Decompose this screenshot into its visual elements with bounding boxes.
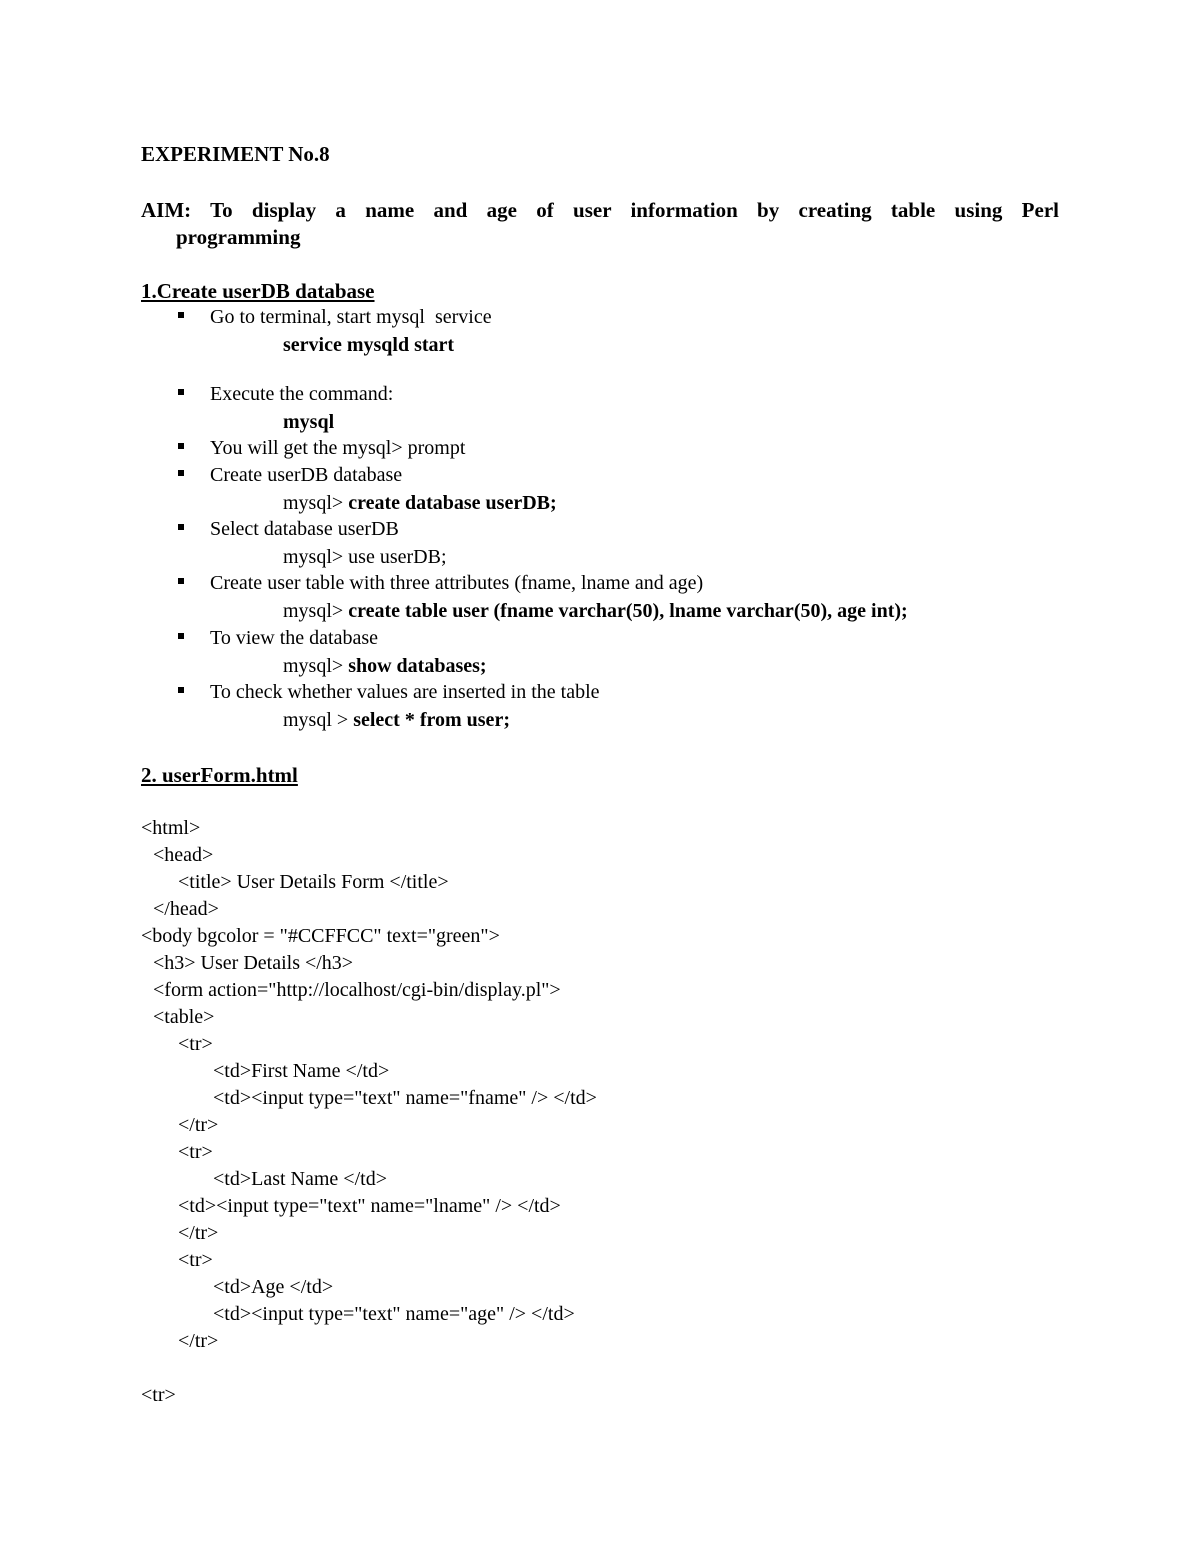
command-bold: create table user (fname varchar(50), lname varchar(50), age int); bbox=[348, 600, 908, 622]
command-line bbox=[283, 546, 447, 569]
command-prefix: mysql> bbox=[283, 655, 349, 677]
code-line: </head> bbox=[153, 898, 219, 920]
bullet-icon bbox=[178, 443, 184, 449]
code-line: <body bgcolor = "#CCFFCC" text="green"> bbox=[141, 925, 500, 947]
list-item-text: Create user table with three attributes (fname, lname and age) bbox=[210, 572, 704, 594]
code-line: <td>First Name </td> bbox=[213, 1060, 390, 1082]
code-line: <tr> bbox=[178, 1033, 213, 1055]
list-item-text: Create userDB database bbox=[210, 464, 403, 486]
code-line: <title> User Details Form </title> bbox=[178, 871, 449, 893]
section-title-userform: 2. userForm.html bbox=[141, 763, 298, 787]
command-prefix: mysql > bbox=[283, 709, 354, 731]
bullet-icon bbox=[178, 633, 184, 639]
command-bold: create database userDB; bbox=[348, 492, 557, 514]
section-title-create-db: 1.Create userDB database bbox=[141, 279, 375, 303]
code-line: <tr> bbox=[178, 1249, 213, 1271]
command-line bbox=[283, 492, 557, 515]
command-line bbox=[283, 655, 487, 678]
aim-line-2: programming bbox=[176, 225, 301, 249]
page-title: EXPERIMENT No.8 bbox=[141, 142, 330, 166]
bullet-icon bbox=[178, 578, 184, 584]
list-item bbox=[178, 681, 600, 704]
code-line: <tr> bbox=[141, 1384, 176, 1406]
code-line: </tr> bbox=[178, 1114, 219, 1136]
code-line: <head> bbox=[153, 844, 214, 866]
code-line: <h3> User Details </h3> bbox=[153, 952, 354, 974]
command-bold: service mysqld start bbox=[283, 334, 455, 356]
command-bold: mysql bbox=[283, 411, 335, 433]
list-item-text: Go to terminal, start mysql service bbox=[210, 306, 492, 328]
code-line: <td><input type="text" name="lname" /> </td> bbox=[178, 1195, 561, 1217]
command-line bbox=[283, 411, 334, 434]
code-line: <table> bbox=[153, 1006, 215, 1028]
command-line bbox=[283, 334, 454, 357]
list-item-text: Execute the command: bbox=[210, 383, 394, 405]
bullet-icon bbox=[178, 687, 184, 693]
bullet-icon bbox=[178, 470, 184, 476]
bullet-icon bbox=[178, 312, 184, 318]
aim-paragraph bbox=[141, 197, 1059, 251]
code-line: <form action="http://localhost/cgi-bin/display.pl"> bbox=[153, 979, 561, 1001]
code-line: <td>Last Name </td> bbox=[213, 1168, 387, 1190]
code-line: <td><input type="text" name="fname" /> </td> bbox=[213, 1087, 597, 1109]
list-item bbox=[178, 627, 378, 650]
command-bold: show databases; bbox=[348, 655, 487, 677]
command-line bbox=[283, 709, 510, 732]
list-item bbox=[178, 464, 402, 487]
list-item bbox=[178, 306, 492, 329]
list-item bbox=[178, 383, 393, 406]
list-item bbox=[178, 518, 399, 541]
code-line: <td><input type="text" name="age" /> </td> bbox=[213, 1303, 575, 1325]
command-prefix: mysql> use userDB; bbox=[283, 546, 447, 568]
bullet-icon bbox=[178, 389, 184, 395]
code-line: <html> bbox=[141, 817, 201, 839]
list-item-text: To view the database bbox=[210, 627, 378, 649]
command-bold: select * from user; bbox=[353, 709, 510, 731]
code-line: </tr> bbox=[178, 1222, 219, 1244]
list-item-text: You will get the mysql> prompt bbox=[210, 437, 466, 459]
code-line: </tr> bbox=[178, 1330, 219, 1352]
list-item-text: To check whether values are inserted in the table bbox=[210, 681, 600, 703]
command-line bbox=[283, 600, 908, 623]
code-line: <td>Age </td> bbox=[213, 1276, 334, 1298]
command-prefix: mysql> bbox=[283, 600, 349, 622]
list-item bbox=[178, 572, 703, 595]
aim-line-1: AIM: To display a name and age of user information by creating table using Perl bbox=[141, 198, 1059, 222]
bullet-icon bbox=[178, 524, 184, 530]
list-item bbox=[178, 437, 465, 460]
code-line: <tr> bbox=[178, 1141, 213, 1163]
list-item-text: Select database userDB bbox=[210, 518, 399, 540]
command-prefix: mysql> bbox=[283, 492, 349, 514]
